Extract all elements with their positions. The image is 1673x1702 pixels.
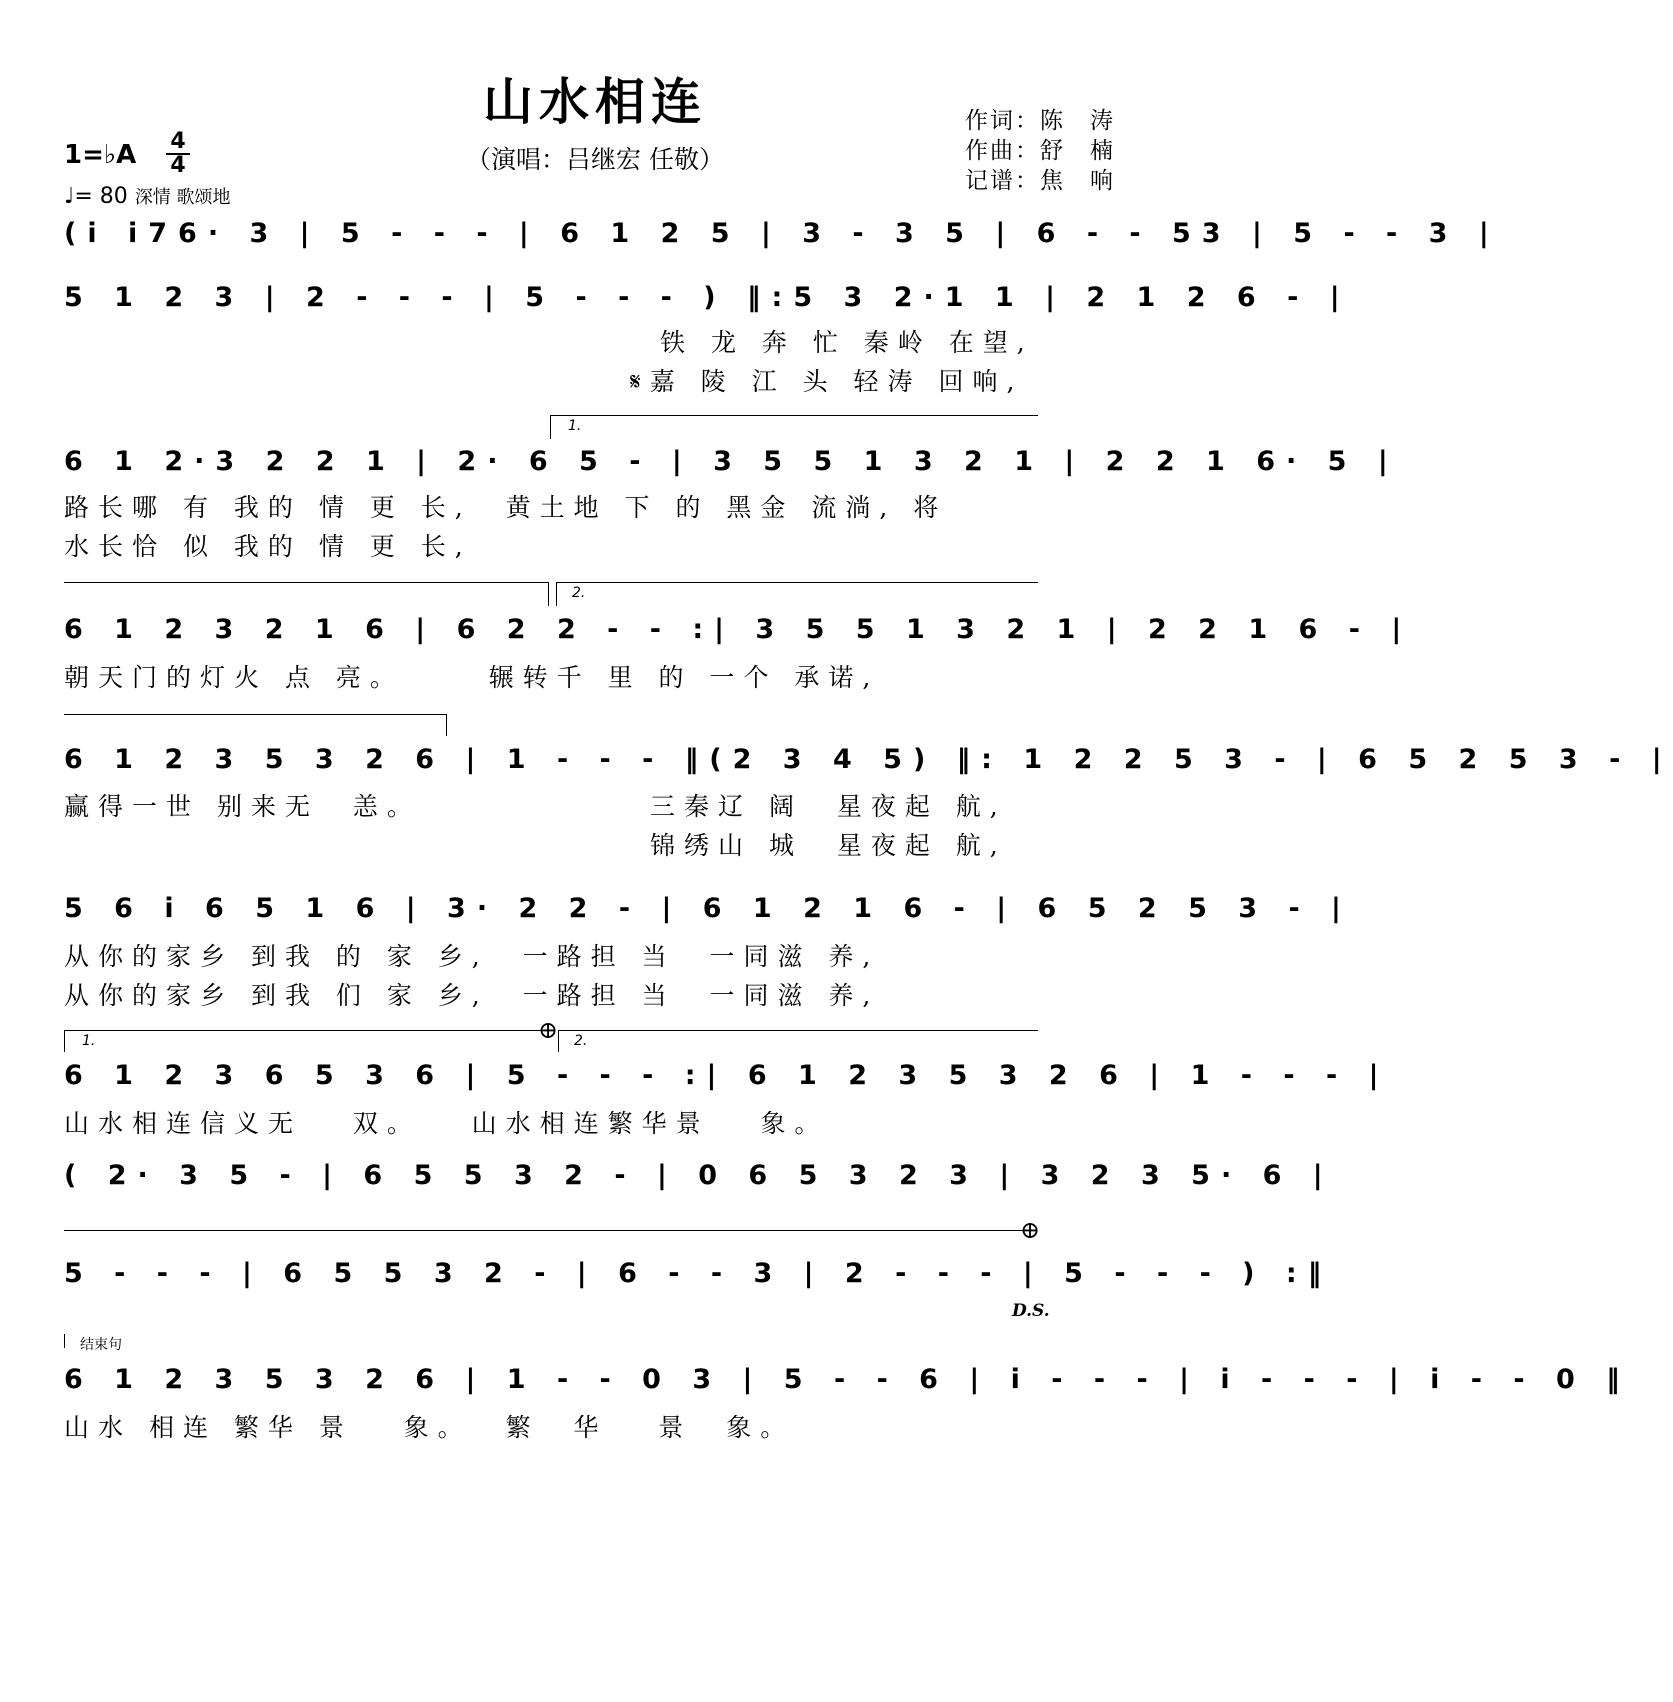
time-bottom: 4 <box>170 153 186 178</box>
time-top: 4 <box>170 129 186 154</box>
lyric-line-2b: 𝄋嘉 陵 江 头 轻涛 回响, <box>630 367 1024 396</box>
dal-segno-mark: D.S. <box>1012 1301 1050 1321</box>
song-title: 山水相连 <box>483 73 707 131</box>
volta-bracket-2-edge <box>556 582 557 606</box>
volta-bracket-4 <box>558 1030 1038 1031</box>
tempo-marking <box>64 183 231 209</box>
lyric-line-5c: 锦绣山 城 星夜起 航, <box>650 831 1007 860</box>
lyric-line-5a: 赢得一世 别来无 恙。 <box>64 792 421 821</box>
volta-label-4: 2. <box>574 1033 588 1049</box>
lyric-line-3a: 路长哪 有 我的 情 更 长, 黄土地 下 的 黑金 流淌, 将 <box>64 493 948 522</box>
ending-bracket-edge <box>64 1334 65 1348</box>
volta-bracket-1-edge <box>550 415 551 439</box>
score-line-7: 6 1 2 3 6 5 3 6 | 5 - - - :| 6 1 2 3 5 3 2 6 | 1 - - - | <box>64 1060 1390 1091</box>
key-signature: 1=♭A <box>64 140 137 170</box>
volta-bracket-3 <box>64 1030 548 1031</box>
volta-label-2: 2. <box>572 585 586 601</box>
lyric-line-6b: 从你的家乡 到我 们 家 乡, 一路担 当 一同滋 养, <box>64 981 880 1010</box>
tempo-expression: 深情 歌颂地 <box>134 187 231 208</box>
singer-credit: （演唱：吕继宏 任敬） <box>466 145 724 174</box>
score-line-1: (i i76· 3 | 5 - - - | 6 1 2 5 | 3 - 3 5 | 6 - - 53 | 5 - - 3 | <box>64 218 1500 249</box>
lyric-line-6a: 从你的家乡 到我 的 家 乡, 一路担 当 一同滋 养, <box>64 942 880 971</box>
volta-bracket-3-edge <box>64 1030 65 1052</box>
lyric-line-5b: 三秦辽 阔 星夜起 航, <box>650 792 1007 821</box>
ending-label: 结束句 <box>80 1337 122 1353</box>
score-line-6: 5 6 i 6 5 1 6 | 3· 2 2 - | 6 1 2 1 6 - | 6 5 2 5 3 - | <box>64 893 1352 924</box>
volta-bracket-2 <box>556 582 1038 583</box>
volta-bracket-continue <box>64 582 548 583</box>
score-line-2: 5 1 2 3 | 2 - - - | 5 - - - ) ‖:5 3 2·1 1 | 2 1 2 6 - | <box>64 282 1351 313</box>
score-line-8: ( 2· 3 5 - | 6 5 5 3 2 - | 0 6 5 3 2 3 | 3 2 3 5· 6 | <box>64 1160 1334 1191</box>
volta-bracket-2-continue-edge <box>446 714 447 736</box>
lyric-line-2a: 铁 龙 奔 忙 秦岭 在望, <box>660 328 1034 357</box>
score-line-3: 6 1 2·3 2 2 1 | 2· 6 5 - | 3 5 5 1 3 2 1 | 2 2 1 6· 5 | <box>64 446 1399 477</box>
volta-bracket-continue-edge <box>548 582 549 606</box>
score-line-9: 5 - - - | 6 5 5 3 2 - | 6 - - 3 | 2 - - - | 5 - - - ) :‖ <box>64 1258 1333 1289</box>
tempo-value: ♩= 80 <box>64 184 128 209</box>
volta-label-3: 1. <box>82 1033 96 1049</box>
lyric-line-7a: 山水相连信义无 双。 山水相连繁华景 象。 <box>64 1109 829 1138</box>
volta-bracket-4-edge <box>558 1030 559 1052</box>
composer-credit: 作曲：舒 楠 <box>965 138 1115 164</box>
volta-bracket-1 <box>550 415 1038 416</box>
volta-label-1: 1. <box>568 418 582 434</box>
volta-bracket-2-continue <box>64 714 446 715</box>
coda-icon: ⊕ <box>538 1016 559 1044</box>
score-line-4: 6 1 2 3 2 1 6 | 6 2 2 - - :| 3 5 5 1 3 2 1 | 2 2 1 6 - | <box>64 614 1413 645</box>
lyric-line-3b: 水长恰 似 我的 情 更 长, <box>64 532 472 561</box>
coda-line <box>64 1230 1028 1231</box>
lyric-line-4a: 朝天门的灯火 点 亮。 辗转千 里 的 一个 承诺, <box>64 663 880 692</box>
lyric-line-10a: 山水 相连 繁华 景 象。 繁 华 景 象。 <box>64 1413 795 1442</box>
score-line-10: 6 1 2 3 5 3 2 6 | 1 - - 0 3 | 5 - - 6 | i - - - | i - - - | i - - 0 ‖ <box>64 1364 1631 1395</box>
score-line-5: 6 1 2 3 5 3 2 6 | 1 - - - ‖(2 3 4 5) ‖: 1 2 2 5 3 - | 6 5 2 5 3 - | <box>64 744 1673 775</box>
coda-end-icon: ⊕ <box>1020 1216 1041 1244</box>
time-signature <box>166 129 190 178</box>
lyricist-credit: 作词：陈 涛 <box>965 108 1115 134</box>
transcriber-credit: 记谱：焦 响 <box>965 168 1115 194</box>
